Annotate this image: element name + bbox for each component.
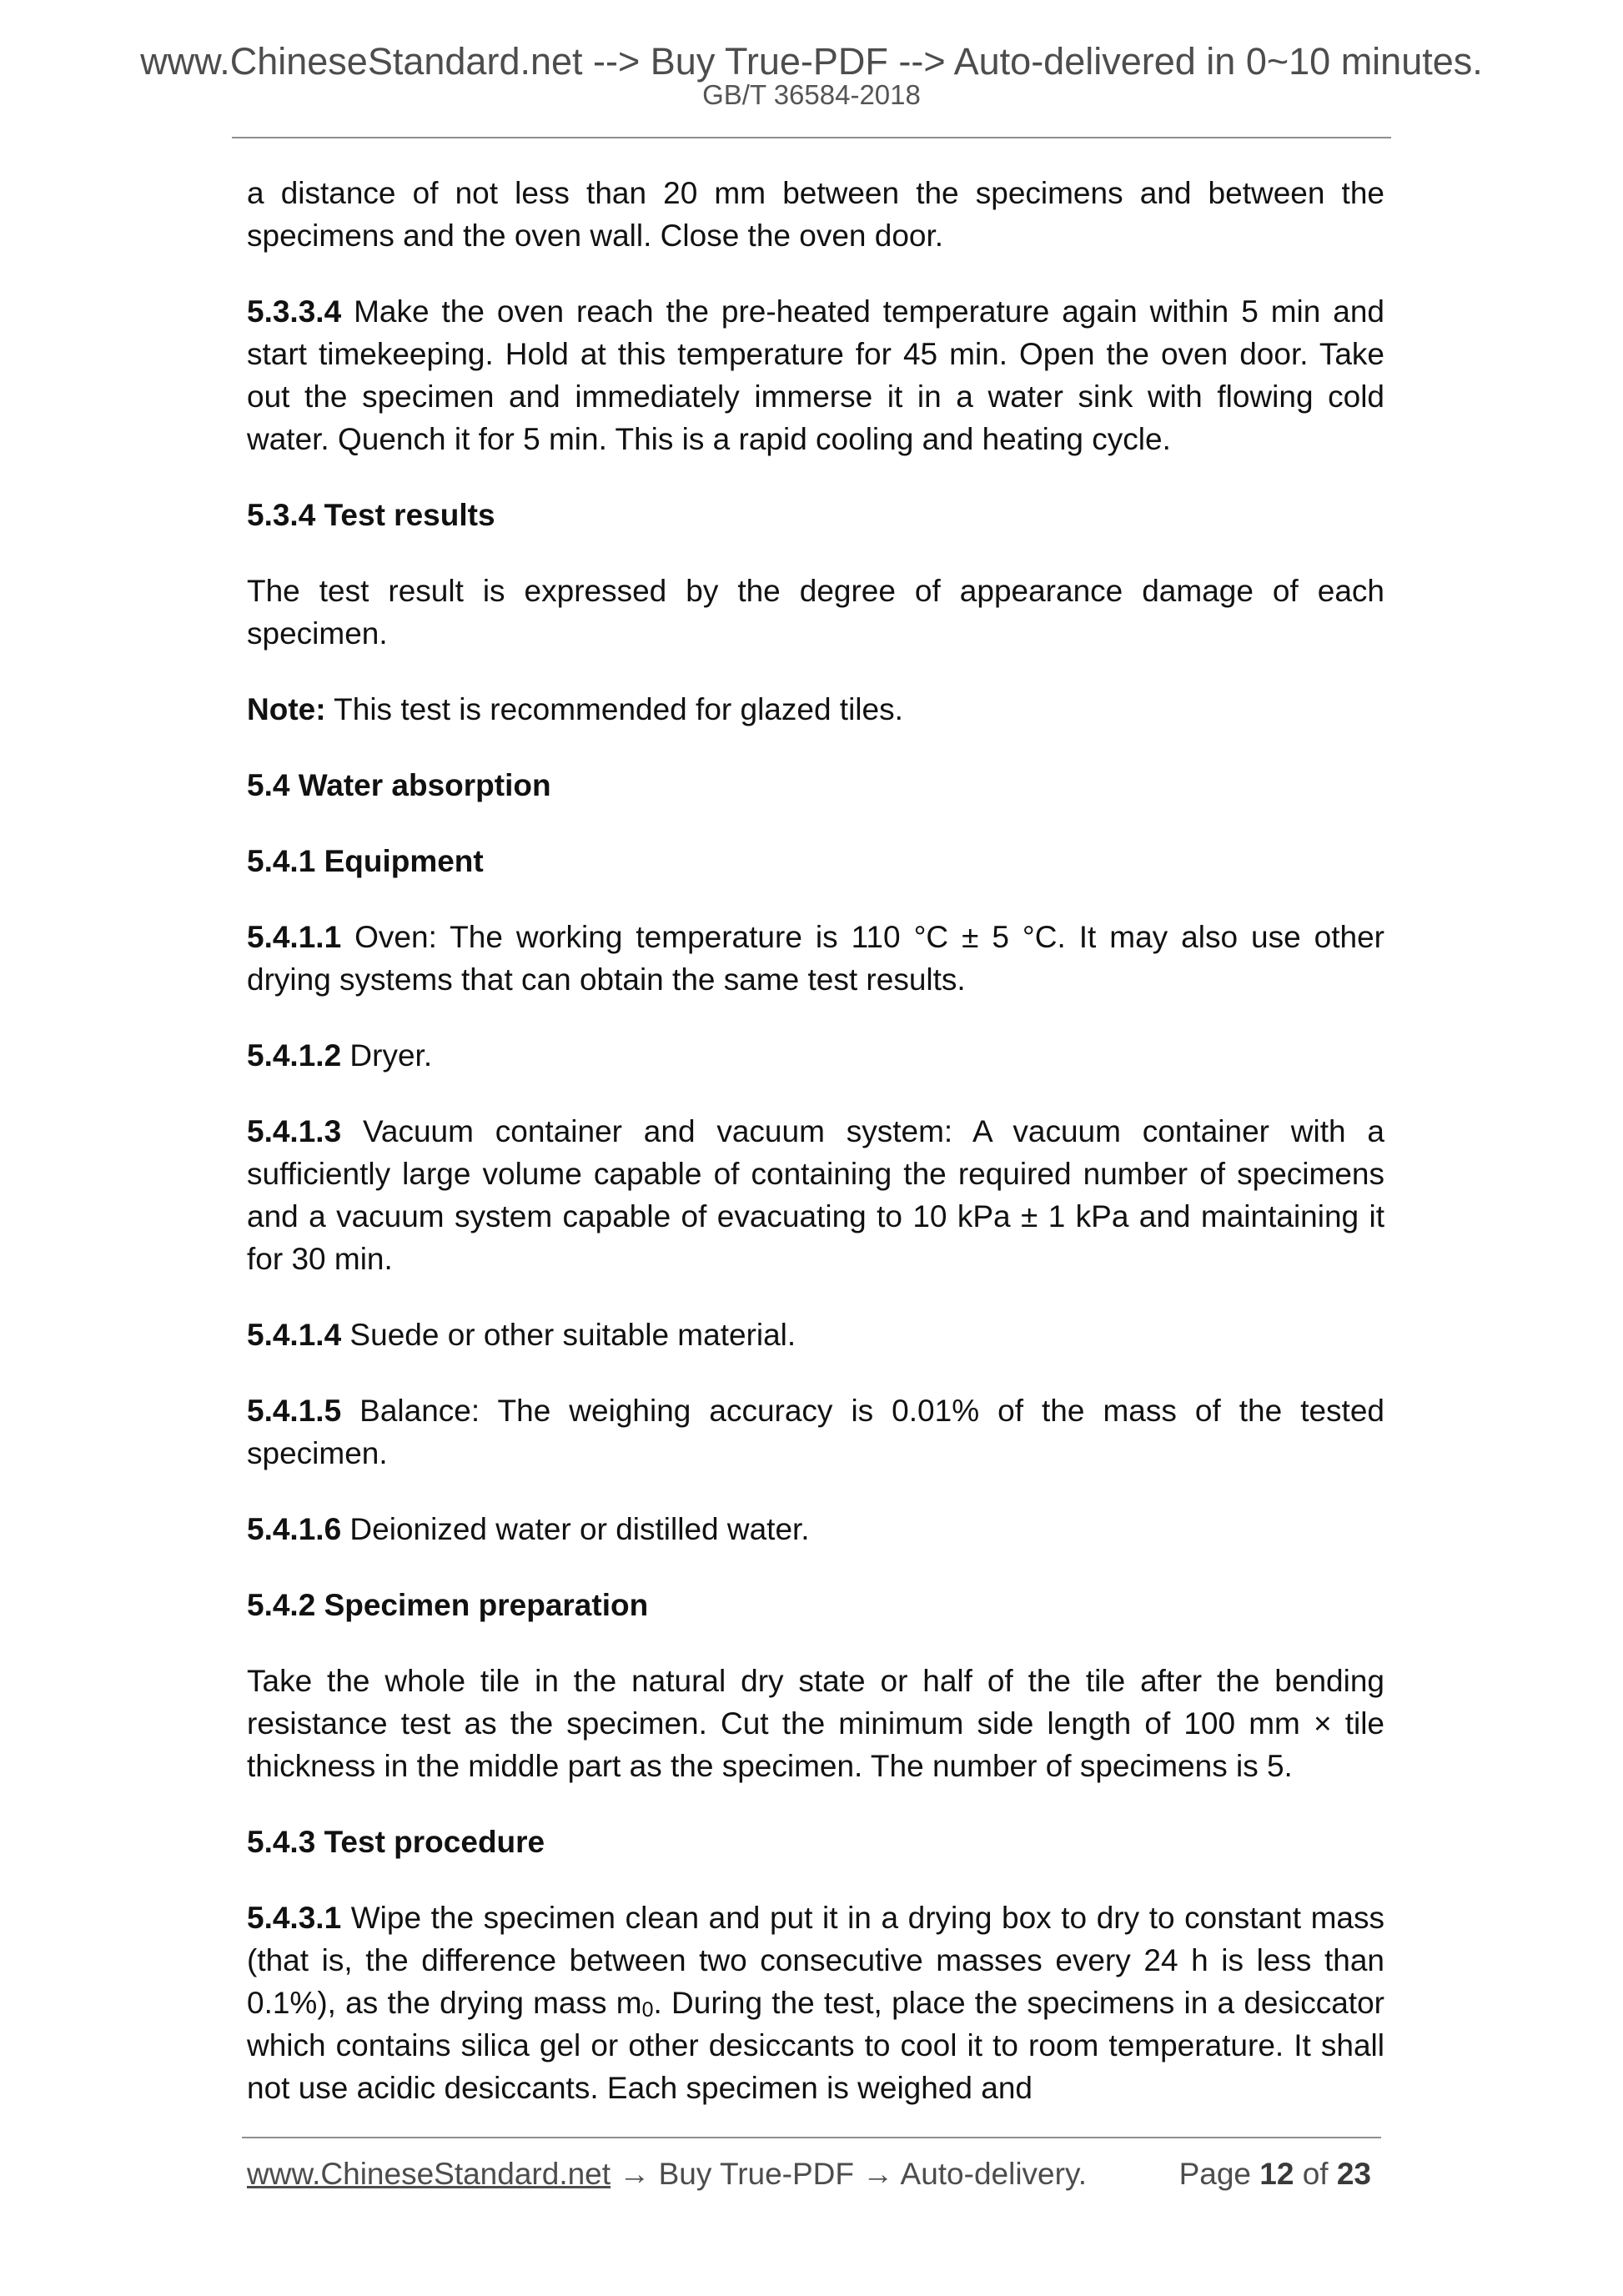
- clause-text: Vacuum container and vacuum system: A vacuum container with a sufficiently large volume capable of containing the required number of specimens and a vacuum system capable of evacuating to 10 kPa ± 1 kPa and maintaining it for 30 min.: [247, 1114, 1384, 1276]
- section-heading: 5.4.2 Specimen preparation: [247, 1588, 649, 1622]
- subscript: 0: [641, 1998, 654, 2022]
- clause-5-4-1-1: [247, 916, 1384, 1001]
- footer-divider: [242, 2137, 1381, 2138]
- header-banner[interactable]: www.ChineseStandard.net --> Buy True-PDF --> Auto-delivered in 0~10 minutes.: [140, 40, 1483, 83]
- clause-5-4-1-2: [247, 1034, 1384, 1077]
- document-body: [247, 172, 1384, 2143]
- page-label: Page: [1178, 2157, 1260, 2191]
- clause-text: . During the test, place the specimens in a desiccator which contains silica gel or other desiccants to cool it to room temperature. It shall not use acidic desiccants. Each specimen is weighed and: [247, 1986, 1384, 2105]
- clause-5-4-1-4: [247, 1314, 1384, 1356]
- of-label: of: [1294, 2157, 1337, 2191]
- clause-text: Wipe the specimen clean and put it in a drying box to dry to constant mass (that is, the difference between two consecutive masses every 24 h is less than 0.1%), as the drying mass m: [247, 1901, 1384, 2020]
- standard-code: GB/T 36584-2018: [702, 79, 921, 110]
- note: [247, 688, 1384, 731]
- clause-5-4-1-6: [247, 1508, 1384, 1550]
- page-footer: [247, 2156, 1383, 2193]
- clause-number: 5.3.3.4: [247, 294, 342, 329]
- clause-text: Oven: The working temperature is 110 °C ± 5 °C. It may also use other drying systems that can obtain the same test results.: [247, 920, 1384, 997]
- section-heading: 5.4.3 Test procedure: [247, 1825, 545, 1859]
- clause-5-4-1-3: [247, 1110, 1384, 1280]
- clause-5-3-3-4: [247, 290, 1384, 460]
- paragraph: [247, 570, 1384, 655]
- clause-text: Balance: The weighing accuracy is 0.01% of the mass of the tested specimen.: [247, 1394, 1384, 1470]
- section-heading: 5.4.1 Equipment: [247, 844, 484, 878]
- section-heading: 5.3.4 Test results: [247, 498, 495, 532]
- clause-number: 5.4.1.1: [247, 920, 342, 954]
- clause-text: Make the oven reach the pre-heated temperature again within 5 min and start timekeeping. Hold at this temperature for 45 min. Open the oven door. Take out the specimen and immediately immerse it in a water sink with flowing cold water. Quench it for 5 min. This is a rapid cooling and heating cycle.: [247, 294, 1384, 456]
- section-heading: 5.4 Water absorption: [247, 768, 551, 802]
- paragraph-text: Take the whole tile in the natural dry state or half of the tile after the bending resistance test as the specimen. Cut the minimum side length of 100 mm × tile thickness in the middle part as the specimen. The number of specimens is 5.: [247, 1664, 1384, 1783]
- clause-number: 5.4.1.6: [247, 1512, 342, 1546]
- footer-site-link[interactable]: www.ChineseStandard.net: [247, 2157, 611, 2191]
- paragraph: [247, 172, 1384, 257]
- page-total: 23: [1336, 2157, 1371, 2191]
- header-divider: [232, 137, 1391, 138]
- clause-5-4-3-1: [247, 1897, 1384, 2109]
- clause-5-4-1-5: [247, 1389, 1384, 1475]
- paragraph-text: The test result is expressed by the degree of appearance damage of each specimen.: [247, 574, 1384, 651]
- clause-text: Dryer.: [341, 1038, 433, 1073]
- clause-number: 5.4.3.1: [247, 1901, 342, 1935]
- clause-number: 5.4.1.4: [247, 1318, 342, 1352]
- clause-number: 5.4.1.5: [247, 1394, 342, 1428]
- clause-text: Suede or other suitable material.: [341, 1318, 796, 1352]
- footer-tagline: → Buy True-PDF → Auto-delivery.: [611, 2157, 1087, 2191]
- note-label: Note:: [247, 692, 326, 726]
- paragraph-text: a distance of not less than 20 mm between the specimens and between the specimens and the oven wall. Close the oven door.: [247, 176, 1384, 253]
- clause-number: 5.4.1.2: [247, 1038, 342, 1073]
- note-text: This test is recommended for glazed tiles.: [325, 692, 903, 726]
- clause-text: Deionized water or distilled water.: [341, 1512, 810, 1546]
- page-indicator: [1179, 2156, 1371, 2193]
- clause-number: 5.4.1.3: [247, 1114, 342, 1148]
- paragraph: [247, 1660, 1384, 1787]
- page-number: 12: [1259, 2157, 1294, 2191]
